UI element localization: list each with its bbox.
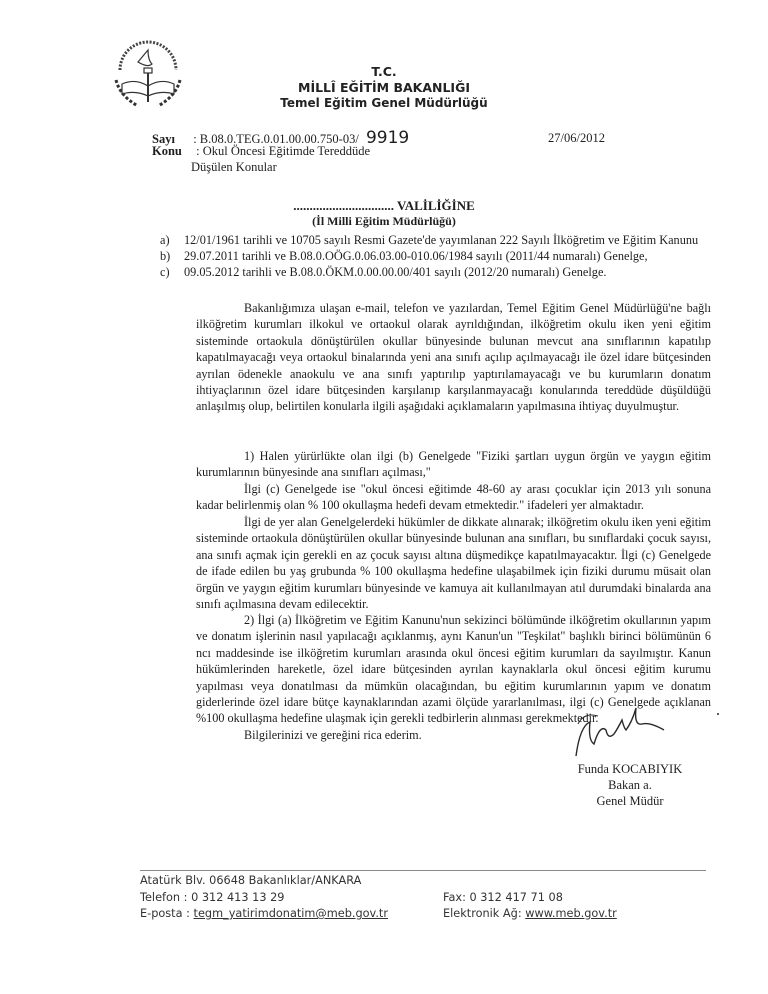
reference-item [160,248,720,264]
reference-text: 12/01/1961 tarihli ve 10705 sayılı Resmi Gazete'de yayımlanan 222 Sayılı İlköğretim ve Eğitim Kanunu [184,233,699,247]
addressee-line1: ............................... VALİLİĞİNE [293,198,475,213]
footer-phone-label: Telefon : [140,890,192,904]
footer-left [140,873,388,923]
letterhead-tc: T.C. [371,64,397,79]
footer-email-label: E-posta : [140,907,194,920]
footer-phone-row [140,890,388,907]
body-paragraph-5: 2) İlgi (a) İlköğretim ve Eğitim Kanunu'nun sekizinci bölümünde ilköğretim okullarının yapım ve donatım işlerinin nasıl yapılacağı açıklanmış, aynı Kanun'un "Teşkilat" başlıklı birinci bölümünün 6 ncı maddesinde ise ilköğretim kurumları arasında okul öncesi eğitim kurumları da sayılmıştır. Kanun hükümlerinden hareketle, özel idare bütçesinden ayrılan kaynaklarla okul öncesi eğitim kurumu yapılması veya donatılması da mümkün olacağından, bu eğitim kurumlarının yapım ve donatım giderlerinde özel idare bütçe kaynaklarından azami ölçüde yararlanılması, ilgi (c) Genelgede açıklanan %100 okullaşma hedefine ulaşmak için gerekli tedbirlerin alınması gerekmektedir. [196,613,711,726]
footer-web-label: Elektronik Ağ: [443,907,526,920]
signatory-title-1: Bakan a. [608,778,652,792]
letterhead-ministry: MİLLÎ EĞİTİM BAKANLIĞI [298,80,470,95]
reference-item [160,264,720,280]
footer-web-link[interactable]: www.meb.gov.tr [525,907,617,920]
body-paragraph-1: Bakanlığımıza ulaşan e-mail, telefon ve yazılardan, Temel Eğitim Genel Müdürlüğü'ne bağlı ilköğretim kurumları ilkokul ve ortaokul olarak ayrıldığından, ilköğretim okulu iken yeni eğitim sisteminde ortaokula dönüştürülen okullar bünyesinde bulunan mevcut ana sınıflarının kapatılıp kapatılmayacağı veya ortaokul binalarında yeni ana sınıfı açılıp açılmayacağı ile özel idare bütçesinden ayrılan ödenekle anaokulu ve ana sınıfı yaptırılıp yaptırılamayacağı ve bu kurumların donatım ihtiyaçlarının özel idare bütçesinden karşılanıp karşılanmayacağı konularında tereddüde düşüldüğü anlaşılmış olup, belirtilen konularla ilgili aşağıdaki açıklamaların yapılmasına ihtiyaç duyulmuştur. [196,301,711,414]
footer-divider [140,870,706,871]
konu-row [152,144,370,159]
reference-text: 09.05.2012 tarihli ve B.08.0.ÖKM.0.00.00.00/401 sayılı (2012/20 numaralı) Genelge. [184,265,607,280]
handwritten-signature-icon [568,706,728,766]
footer-phone: 0 312 413 13 29 [191,890,285,904]
footer-fax-label: Fax: [443,890,470,904]
konu-value-line2: Düşülen Konular [191,160,277,174]
document-date: 27/06/2012 [548,131,605,145]
reference-label: a) [160,233,170,247]
footer-fax-row [443,890,617,907]
footer-fax: 0 312 417 71 08 [469,890,563,904]
references-list [160,232,720,281]
sayi-handwritten-number: 9919 [365,128,410,148]
footer-email-row [140,906,388,923]
signatory-name: Funda KOCABIYIK [577,762,683,776]
footer-right [443,890,617,923]
reference-label: b) [160,249,171,264]
body-paragraph-3: İlgi (c) Genelgede ise "okul öncesi eğitimde 48-60 ay arası çocuklar için 2013 yılı sonuna kadar belirlenmiş olan % 100 okullaşma hedefi devam etmektedir." ifadeleri yer almaktadır. [196,482,711,513]
sayi-value: : B.08.0.TEG.0.01.00.00.750-03/ [193,132,359,146]
footer-email-link[interactable]: tegm_yatirimdonatim@meb.gov.tr [193,907,389,920]
body-paragraph-2: 1) Halen yürürlükte olan ilgi (b) Genelgede "Fiziki şartları uygun örgün ve yaygın eğitim kurumlarının bünyesinde ana sınıfları açılması," [196,449,711,480]
reference-label: c) [160,265,170,280]
body-paragraph-4: İlgi de yer alan Genelgelerdeki hükümler de dikkate alınarak; ilköğretim okulu iken yeni eğitim sisteminde ortaokula dönüştürülen okullar bünyesinde bulunan ana sınıfları, bu sınıflardaki çocuk sayısı, ana sınıfı açmak için gerekli en az çocuk sayısı altına düşmedikçe kapatılmayacaktır. İlgi (c) Genelgede de ifade edilen bu yaş grubunda % 100 okullaşma hedefine ulaşabilmek için fiziki durumu müsait olan örgün ve yaygın eğitim kurumları bünyesinde ve kamuya ait kullanılmayan atıl durumdaki binalarda ana sınıfı açılmasına devam edilecektir. [196,515,711,612]
reference-item [160,232,720,248]
sayi-label: Sayı [152,132,175,146]
reference-text: 29.07.2011 tarihli ve B.08.0.OÖG.0.06.03.00-010.06/1984 sayılı (2011/44 numaralı) Genelge, [184,249,648,264]
signatory-title-2: Genel Müdür [596,794,664,808]
konu-label: Konu [152,144,182,158]
addressee-line2: (İl Milli Eğitim Müdürlüğü) [312,214,456,228]
footer-address: Atatürk Blv. 06648 Bakanlıklar/ANKARA [140,874,362,887]
letterhead-directorate: Temel Eğitim Genel Müdürlüğü [280,96,488,110]
footer-web-row [443,906,617,923]
body-paragraph-6: Bilgilerinizi ve gereğini rica ederim. [244,728,422,742]
konu-value-line1: : Okul Öncesi Eğitimde Tereddüde [196,144,370,158]
